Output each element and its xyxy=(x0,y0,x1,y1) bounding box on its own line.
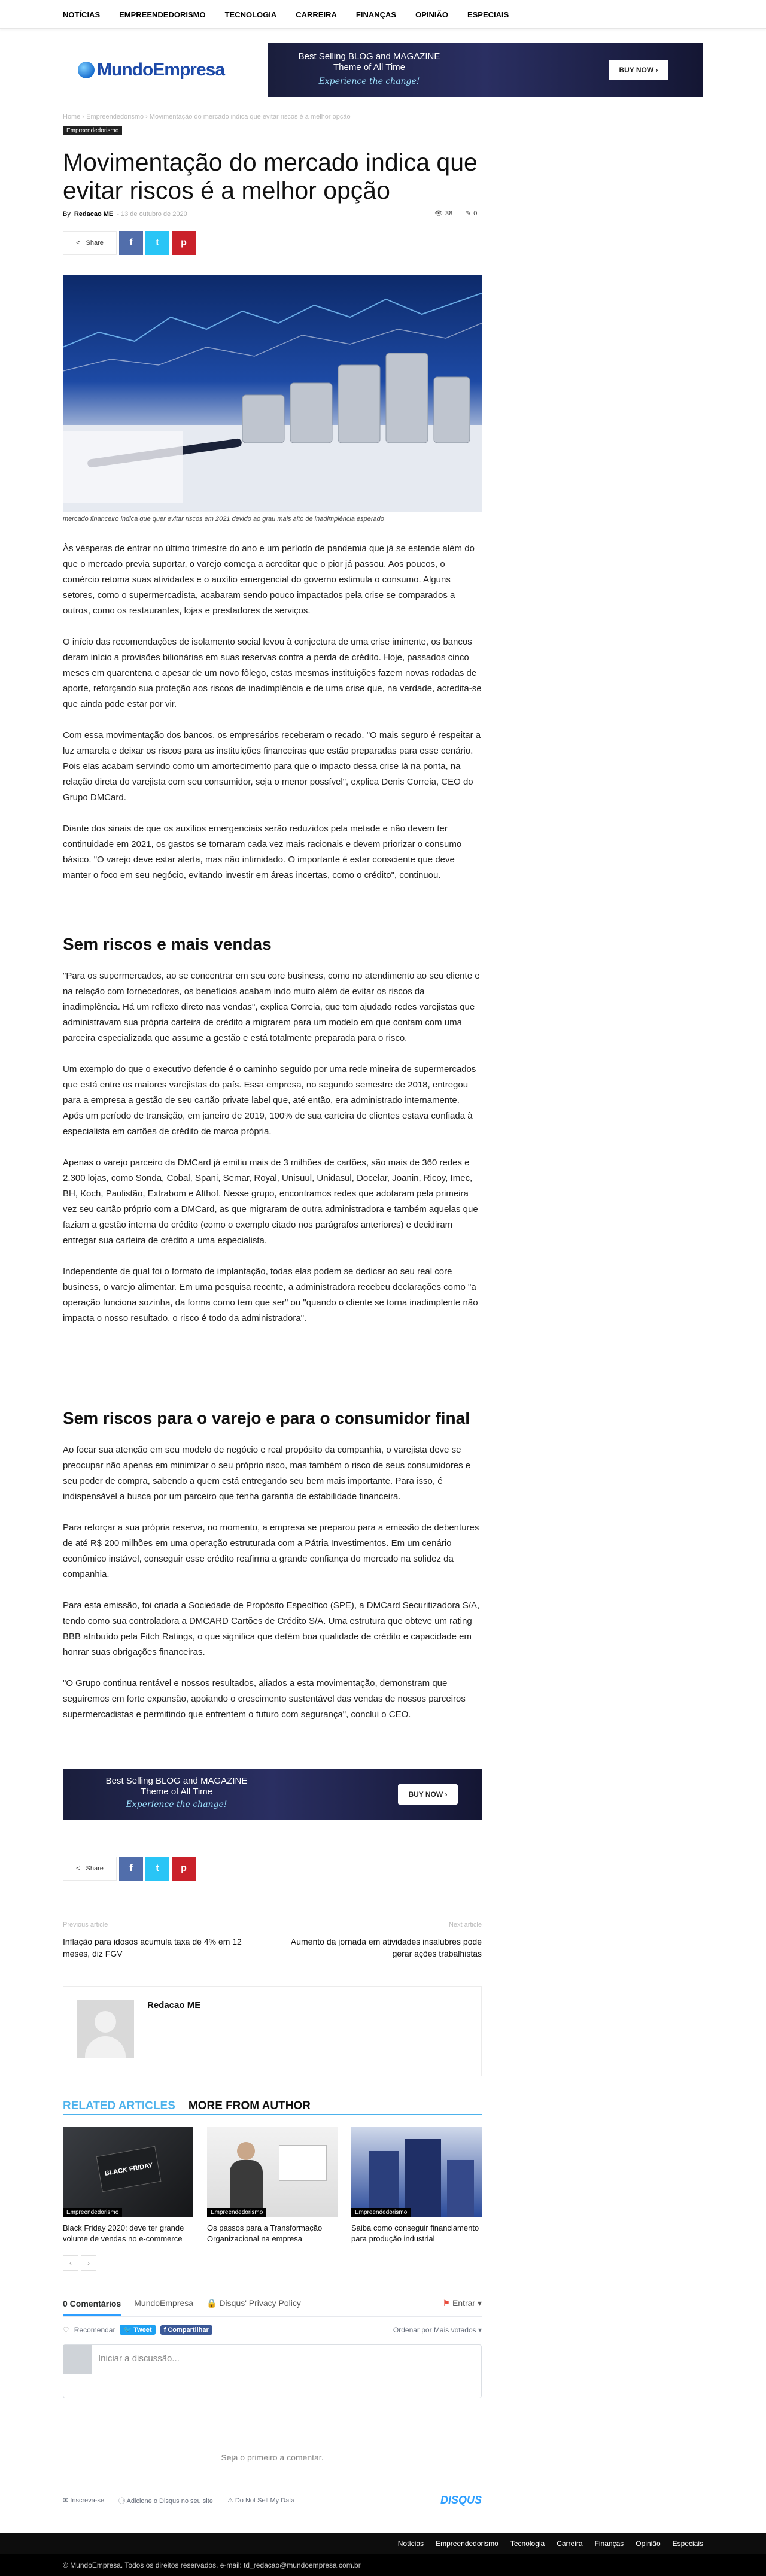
menu-item-financas[interactable]: FINANÇAS xyxy=(355,10,397,19)
related-title[interactable]: Os passos para a Transformação Organizacional na empresa xyxy=(207,2223,323,2243)
image-caption: mercado financeiro indica que quer evitar riscos em 2021 devido ao grau mais alto de inadimplência esperado xyxy=(63,515,384,523)
comment-placeholder: Iniciar a discussão... xyxy=(98,2353,180,2364)
copyright: © MundoEmpresa. Todos os direitos reservados. e-mail: td_redacao@mundoempresa.com.br xyxy=(0,2554,766,2576)
paragraph: "O Grupo continua rentável e nossos resultados, aliados a esta movimentação, demonstram que seguiremos em forte expansão, apoiando o crescimento sustentável das vendas de nossos parceiros supermercadistas e permitindo que enfrentem o futuro com segurança", conclui o CEO. xyxy=(63,1678,466,1720)
share-bar-top xyxy=(63,231,196,255)
footer-item-especiais[interactable]: Especiais xyxy=(672,2539,703,2548)
subscribe-link[interactable]: ✉ Inscreva-se xyxy=(63,2497,105,2504)
pinterest-icon: p xyxy=(181,238,187,248)
footer-item-tecnologia[interactable]: Tecnologia xyxy=(510,2539,545,2548)
related-article-card[interactable] xyxy=(63,2127,193,2244)
paragraph: Ao focar sua atenção em seu modelo de negócio e real propósito da companhia, o varejista deve se preocupar não apenas em minimizar o seu próprio risco, mas também o risco de seus consumidores e seu poder de compra, sabendo a quem está entregando seu bem mais importante. Para isso, é indispensável a busca por um parceiro que tenha garantia de estabilidade financeira. xyxy=(63,1445,471,1502)
category-badge[interactable]: Empreendedorismo xyxy=(207,2208,266,2217)
twitter-share-button[interactable] xyxy=(145,231,169,255)
share-icon: < xyxy=(76,1865,80,1872)
coins-stack-illustration xyxy=(63,275,482,512)
comment-input[interactable] xyxy=(63,2344,482,2398)
related-tabs xyxy=(63,2100,482,2115)
previous-article[interactable] xyxy=(63,1919,260,1960)
footer-menu xyxy=(0,2533,766,2554)
banner-text: Best Selling BLOG and MAGAZINE Theme of All Time xyxy=(105,1776,248,1797)
category-badge[interactable]: Empreendedorismo xyxy=(351,2208,411,2217)
privacy-link[interactable]: 🔒 Disqus' Privacy Policy xyxy=(206,2298,301,2308)
post-meta xyxy=(63,211,187,218)
footer-item-financas[interactable]: Finanças xyxy=(594,2539,624,2548)
mail-icon: ✉ xyxy=(63,2497,71,2504)
author-name[interactable]: Redacao ME xyxy=(147,2000,201,2010)
paragraph: Apenas o varejo parceiro da DMCard já emitiu mais de 3 milhões de cartões, são mais de 360 redes e 2.300 lojas, como Sonda, Cobal, Spani, Semar, Royal, Unisuul, Unidasul, Docelar, Joanin, Ricoy, Imec, BH, Koch, Paulistão, Extrabom e Althof. Nesse grupo, encontramos redes que adotaram pela primeira vez seu cartão próprio com a DMCard, as que migraram de outra administradora e também aquelas que faziam a gestão interna do crédito (como o exemplo citado nos parágrafos anteriores) e decidiram entregar sua carteira de crédito a uma especialista. xyxy=(63,1158,478,1246)
footer-item-carreira[interactable]: Carreira xyxy=(557,2539,583,2548)
tab-related-articles[interactable]: RELATED ARTICLES xyxy=(63,2100,175,2112)
banner-tagline: Experience the change! xyxy=(126,1800,227,1809)
article-body-3 xyxy=(63,1442,482,1738)
category-badge[interactable]: Empreendedorismo xyxy=(63,2208,122,2217)
breadcrumb[interactable]: Home › Empreendedorismo › Movimentação do mercado indica que evitar riscos é a melhor opção xyxy=(63,113,351,120)
featured-image xyxy=(63,275,482,512)
share-button[interactable]: < Share xyxy=(63,1857,117,1881)
category-badge[interactable]: Empreendedorismo xyxy=(63,126,122,135)
pinterest-icon: p xyxy=(181,1863,187,1873)
no-comments-text: Seja o primeiro a comentar. xyxy=(221,2453,324,2462)
banner-tagline: Experience the change! xyxy=(318,77,420,86)
next-label: Next article xyxy=(448,1921,482,1928)
paragraph: O início das recomendações de isolamento social levou à conjectura de uma crise iminente, os bancos deram início a provisões bilionárias em suas reservas contra a perda de crédito. Hoje, passados cinco meses em quarentena e apesar de um novo fôlego, estas mesmas instituições fazem novas rodadas de aporte, reforçando sua proteção aos riscos de inadimplência e de uma crise que, na verdade, acredita-se que ainda pode estar por vir. xyxy=(63,637,482,709)
paragraph: Diante dos sinais de que os auxílios emergenciais serão reduzidos pela metade e não devem ter continuidade em 2021, os gastos se tornaram cada vez mais racionais e devem priorizar o consumo básico. "O varejo deve estar alerta, mas não intimidado. O importante é estar consciente que deve manter o foco em seu negócio, evitando investir em áreas incertas, como o crédito", continuou. xyxy=(63,824,462,880)
logo-text-mundo: Mundo xyxy=(97,60,153,80)
article-thumbnail[interactable] xyxy=(351,2127,482,2217)
comments-tab[interactable]: 0 Comentários xyxy=(63,2299,121,2316)
menu-item-noticias[interactable]: NOTÍCIAS xyxy=(63,10,101,19)
related-title[interactable]: Black Friday 2020: deve ter grande volume de vendas no e-commerce xyxy=(63,2223,184,2243)
share-bar-bottom xyxy=(63,1857,196,1881)
twitter-icon: 🐦 xyxy=(123,2326,134,2334)
facebook-icon: f xyxy=(129,238,133,248)
twitter-icon: t xyxy=(156,1863,159,1873)
buy-now-button[interactable]: BUY NOW › xyxy=(609,60,668,80)
menu-item-opiniao[interactable]: OPINIÃO xyxy=(415,10,448,19)
next-title[interactable]: Aumento da jornada em atividades insalubres pode gerar ações trabalhistas xyxy=(290,1937,482,1958)
share-icon: < xyxy=(76,239,80,247)
paragraph: Para reforçar a sua própria reserva, no momento, a empresa se preparou para a emissão de debentures de até R$ 200 milhões em uma operação estruturada com a Pátria Investimentos. Em um cenário econômico instável, conseguir esse crédito reafirma a grande confiança do mercado na solidez da companhia. xyxy=(63,1523,479,1579)
facebook-share-button[interactable] xyxy=(119,231,143,255)
buy-now-button[interactable]: BUY NOW › xyxy=(398,1784,458,1805)
menu-item-empreendedorismo[interactable]: EMPREENDEDORISMO xyxy=(119,10,206,19)
pinterest-share-button[interactable] xyxy=(172,231,196,255)
page-title: Movimentação do mercado indica que evitar riscos é a melhor opção xyxy=(63,148,478,204)
community-tab[interactable]: MundoEmpresa xyxy=(134,2298,194,2308)
warning-icon: ⚠ xyxy=(227,2497,235,2504)
facebook-share-button[interactable]: f Compartilhar xyxy=(160,2325,212,2335)
menu-item-carreira[interactable]: CARREIRA xyxy=(296,10,337,19)
login-icon: ⚑ xyxy=(442,2298,452,2308)
section-heading: Sem riscos para o varejo e para o consumidor final xyxy=(63,1409,470,1427)
disqus-logo[interactable]: DISQUS xyxy=(440,2494,482,2506)
banner-text: Best Selling BLOG and MAGAZINE Theme of All Time xyxy=(298,51,440,72)
do-not-sell-link[interactable]: ⚠ Do Not Sell My Data xyxy=(227,2497,295,2504)
article-body-1 xyxy=(63,541,482,899)
comment-icon: ✎ xyxy=(466,210,472,217)
author-link[interactable]: Redacao ME xyxy=(74,211,114,218)
main-menu xyxy=(63,0,528,29)
paragraph: Às vésperas de entrar no último trimestre do ano e um período de pandemia que já se estende além do que o mercado previa suportar, o varejo começa a acreditar que o pior já passou. Aos poucos, o comércio retoma suas atividades e o auxílio emergencial do governo estimula o consumo. Alguns setores, como o supermercadista, acabaram sendo pouco impactados pela crise se comparados a outros, como os restaurantes, lojas e prestadores de serviços. xyxy=(63,543,475,616)
disqus-d-icon: Ⓓ xyxy=(118,2497,127,2505)
footer-item-opiniao[interactable]: Opinião xyxy=(636,2539,661,2548)
paragraph: Com essa movimentação dos bancos, os empresários receberam o recado. "O mais seguro é respeitar a luz amarela e deixar os riscos para as instituições financeiras que estão preparadas para esse cenário. Pois elas acabam servindo como um amortecimento para que o impacto dessa crise lá na ponta, na relação direta do varejista com seu consumidor, seja o menor possível", explica Denis Correia, CEO do Grupo DMCard. xyxy=(63,730,481,803)
black-friday-sign: BLACK FRIDAY xyxy=(96,2146,162,2192)
share-button[interactable]: < Share xyxy=(63,231,117,255)
sort-dropdown[interactable]: Ordenar por Mais votados ▾ xyxy=(393,2325,482,2334)
recommend-button[interactable]: Recomendar xyxy=(74,2325,115,2334)
disqus-actions xyxy=(63,2325,482,2335)
eye-icon: 👁 xyxy=(434,210,443,217)
author-box xyxy=(63,1986,482,2076)
post-date: - 13 de outubro de 2020 xyxy=(117,211,187,218)
related-title[interactable]: Saiba como conseguir financiamento para produção industrial xyxy=(351,2223,479,2243)
disqus-comments xyxy=(63,2297,482,2398)
comments-count[interactable]: ✎ 0 xyxy=(466,209,478,217)
disqus-footer xyxy=(63,2490,482,2505)
header-ad-banner[interactable] xyxy=(268,43,703,97)
avatar xyxy=(63,2345,92,2374)
disqus-header xyxy=(63,2297,482,2317)
tab-more-from-author[interactable]: MORE FROM AUTHOR xyxy=(188,2100,311,2112)
lock-icon: 🔒 xyxy=(206,2298,220,2308)
next-article[interactable] xyxy=(284,1919,482,1960)
pager-next-button[interactable]: › xyxy=(81,2255,96,2271)
paragraph: Independente de qual foi o formato de implantação, todas elas podem se dedicar ao seu real core business, o varejo alimentar. Em uma pesquisa recente, a administradora recebeu declarações como "a operação funciona sozinha, da forma como tem que ser" ou "quando o cliente se torna inadimplente não impacta o nosso resultado, o risco é todo da administradora". xyxy=(63,1266,478,1323)
paragraph: "Para os supermercados, ao se concentrar em seu core business, como no atendimento ao seu cliente e na relação com fornecedores, os benefícios acabam indo muito além de evitar os riscos da inadimplência. Há um reflexo direto nas vendas", explica Correia, que tem ajudado redes varejistas que administravam sua própria carteira de crédito a migrarem para um modelo em que contam com uma parceira especializada que assume a gestão e está totalmente preparada para o risco. xyxy=(63,971,480,1043)
prev-label: Previous article xyxy=(63,1921,108,1928)
twitter-share-button[interactable] xyxy=(145,1857,169,1881)
article-thumbnail[interactable] xyxy=(63,2127,193,2217)
menu-item-tecnologia[interactable]: TECNOLOGIA xyxy=(224,10,277,19)
twitter-icon: t xyxy=(156,238,159,248)
paragraph: Para esta emissão, foi criada a Sociedade de Propósito Específico (SPE), a DMCard Securitizadora S/A, tendo como sua controladora a DMCARD Cartões de Crédito S/A. Uma estrutura que obteve um rating BBB atribuído pela Fitch Ratings, o que significa que detém boa qualidade de crédito e capacidade em honrar suas obrigações financeiras. xyxy=(63,1600,480,1657)
login-button[interactable]: ⚑ Entrar ▾ xyxy=(442,2298,482,2308)
inline-ad-banner[interactable] xyxy=(63,1769,482,1820)
by-label: By xyxy=(63,211,71,218)
menu-item-especiais[interactable]: ESPECIAIS xyxy=(467,10,509,19)
footer-item-noticias[interactable]: Notícias xyxy=(397,2539,424,2548)
site-logo[interactable] xyxy=(78,56,224,84)
add-disqus-link[interactable]: Ⓓ Adicione o Disqus no seu site xyxy=(118,2497,213,2505)
section-heading: Sem riscos e mais vendas xyxy=(63,935,272,953)
paragraph: Um exemplo do que o executivo defende é o caminho seguido por uma rede mineira de supermercados que está entre os maiores varejistas do país. Essa empresa, no segundo semestre de 2018, entregou para a empresa a gestão de seu cartão private label que, até então, era administrado internamente. Após um período de transição, em janeiro de 2019, 100% de sua carteira de clientes estava confiada à especialista em cartões de crédito de marca própria. xyxy=(63,1064,476,1137)
facebook-share-button[interactable] xyxy=(119,1857,143,1881)
pinterest-share-button[interactable] xyxy=(172,1857,196,1881)
views-count: 👁 38 xyxy=(434,209,453,217)
heart-icon: ♡ xyxy=(63,2325,69,2334)
footer-item-empreendedorismo[interactable]: Empreendedorismo xyxy=(436,2539,498,2548)
pager-prev-button[interactable]: ‹ xyxy=(63,2255,78,2271)
logo-text-empresa: Empresa xyxy=(153,60,225,80)
tweet-button[interactable]: 🐦 Tweet xyxy=(120,2325,155,2335)
related-article-card[interactable] xyxy=(351,2127,482,2244)
globe-icon xyxy=(78,62,95,78)
related-article-card[interactable] xyxy=(207,2127,338,2244)
top-navigation xyxy=(0,0,766,29)
facebook-icon: f xyxy=(129,1863,133,1873)
article-thumbnail[interactable] xyxy=(207,2127,338,2217)
avatar[interactable] xyxy=(77,2000,134,2058)
prev-title[interactable]: Inflação para idosos acumula taxa de 4% em 12 meses, diz FGV xyxy=(63,1937,242,1958)
article-body-2 xyxy=(63,968,482,1342)
